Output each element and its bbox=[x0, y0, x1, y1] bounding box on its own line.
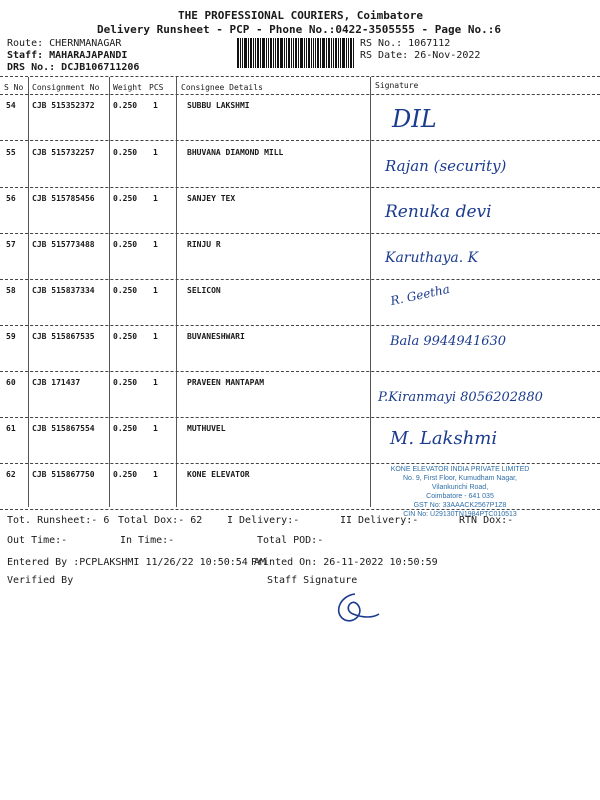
barcode-bar bbox=[298, 38, 299, 68]
barcode-bar bbox=[275, 38, 276, 68]
cell-consignee: KONE ELEVATOR bbox=[187, 470, 250, 479]
table-row bbox=[0, 326, 600, 366]
cell-consignment: CJB 515867750 bbox=[32, 470, 95, 479]
table-row bbox=[0, 141, 600, 181]
cell-consignee: BUVANESHWARI bbox=[187, 332, 245, 341]
ii-delivery: II Delivery:- bbox=[340, 515, 419, 526]
barcode-bar bbox=[277, 38, 279, 68]
cell-consignment: CJB 515773488 bbox=[32, 240, 95, 249]
col-consignee: Consignee Details bbox=[181, 83, 263, 92]
col-signature: Signature bbox=[375, 81, 419, 90]
barcode-bar bbox=[317, 38, 319, 68]
verified-by: Verified By bbox=[7, 575, 74, 586]
barcode bbox=[237, 38, 355, 68]
barcode-bar bbox=[284, 38, 285, 68]
barcode-bar bbox=[353, 38, 354, 68]
total-pod: Total POD:- bbox=[257, 535, 324, 546]
barcode-bar bbox=[335, 38, 337, 68]
table-row bbox=[0, 372, 600, 412]
barcode-bar bbox=[340, 38, 341, 68]
out-time: Out Time:- bbox=[7, 535, 68, 546]
table-row bbox=[0, 418, 600, 458]
cell-consignment: CJB 515732257 bbox=[32, 148, 95, 157]
barcode-bar bbox=[342, 38, 345, 68]
cell-weight: 0.250 bbox=[113, 101, 138, 110]
barcode-bar bbox=[240, 38, 241, 68]
cell-pcs: 1 bbox=[153, 424, 158, 433]
signature-handwriting: Karuthaya. K bbox=[385, 250, 479, 266]
barcode-bar bbox=[328, 38, 330, 68]
cell-pcs: 1 bbox=[153, 194, 158, 203]
company-name: THE PROFESSIONAL COURIERS, Coimbatore bbox=[178, 9, 424, 22]
cell-sno: 54 bbox=[6, 101, 16, 110]
barcode-bar bbox=[273, 38, 274, 68]
barcode-bar bbox=[242, 38, 243, 68]
barcode-bar bbox=[331, 38, 332, 68]
rtn-dox: RTN Dox:- bbox=[459, 515, 514, 526]
barcode-bar bbox=[322, 38, 325, 68]
rs-number: RS No.: 1067112 bbox=[360, 38, 451, 49]
barcode-bar bbox=[311, 38, 312, 68]
drs-number: DRS No.: DCJB106711206 bbox=[7, 62, 140, 73]
cell-sno: 60 bbox=[6, 378, 16, 387]
barcode-bar bbox=[268, 38, 269, 68]
signature-handwriting: R. Geetha bbox=[389, 281, 451, 309]
barcode-bar bbox=[315, 38, 316, 68]
stamp-line: CIN No: U29130TN1984PTC010513 bbox=[403, 511, 517, 518]
printed-on: Printed On: 26-11-2022 10:50:59 bbox=[251, 557, 438, 568]
barcode-bar bbox=[320, 38, 321, 68]
barcode-bar bbox=[308, 38, 310, 68]
barcode-bar bbox=[300, 38, 303, 68]
cell-pcs: 1 bbox=[153, 470, 158, 479]
barcode-bar bbox=[237, 38, 239, 68]
cell-weight: 0.250 bbox=[113, 424, 138, 433]
table-row bbox=[0, 95, 600, 135]
in-time: In Time:- bbox=[120, 535, 175, 546]
barcode-bar bbox=[266, 38, 267, 68]
stamp-line: Vilankurichi Road, bbox=[431, 484, 489, 491]
cell-sno: 59 bbox=[6, 332, 16, 341]
table-row bbox=[0, 188, 600, 228]
stamp-line: KONE ELEVATOR INDIA PRIVATE LIMITED bbox=[390, 466, 530, 473]
cell-consignee: SELICON bbox=[187, 286, 221, 295]
cell-pcs: 1 bbox=[153, 240, 158, 249]
cell-pcs: 1 bbox=[153, 148, 158, 157]
barcode-bar bbox=[288, 38, 290, 68]
signature-handwriting: P.Kiranmayi 8056202880 bbox=[378, 390, 543, 405]
table-row bbox=[0, 234, 600, 274]
staff-label: Staff: MAHARAJAPANDI bbox=[7, 50, 128, 61]
barcode-bar bbox=[262, 38, 265, 68]
col-pcs: PCS bbox=[149, 83, 164, 92]
cell-sno: 56 bbox=[6, 194, 16, 203]
cell-pcs: 1 bbox=[153, 378, 158, 387]
signature-handwriting: Bala 9944941630 bbox=[390, 334, 507, 349]
barcode-bar bbox=[270, 38, 272, 68]
cell-weight: 0.250 bbox=[113, 148, 138, 157]
cell-weight: 0.250 bbox=[113, 378, 138, 387]
stamp-line: Coimbatore - 641 035 bbox=[426, 493, 494, 500]
cell-consignee: BHUVANA DIAMOND MILL bbox=[187, 148, 284, 157]
stamp-line: No. 9, First Floor, Kumudham Nagar, bbox=[403, 475, 517, 482]
table-row bbox=[0, 280, 600, 320]
cell-pcs: 1 bbox=[153, 332, 158, 341]
barcode-bar bbox=[338, 38, 339, 68]
barcode-bar bbox=[250, 38, 252, 68]
barcode-bar bbox=[333, 38, 334, 68]
barcode-bar bbox=[304, 38, 305, 68]
signature-handwriting: DIL bbox=[392, 105, 437, 133]
cell-consignee: RINJU R bbox=[187, 240, 221, 249]
i-delivery: I Delivery:- bbox=[227, 515, 300, 526]
cell-consignee: PRAVEEN MANTAPAM bbox=[187, 378, 265, 387]
cell-sno: 55 bbox=[6, 148, 16, 157]
cell-sno: 61 bbox=[6, 424, 16, 433]
cell-consignment: CJB 515837334 bbox=[32, 286, 95, 295]
barcode-bar bbox=[244, 38, 247, 68]
barcode-bar bbox=[253, 38, 254, 68]
total-runsheet: Tot. Runsheet:- 6 bbox=[7, 515, 110, 526]
cell-consignee: SUBBU LAKSHMI bbox=[187, 101, 250, 110]
cell-weight: 0.250 bbox=[113, 240, 138, 249]
barcode-bar bbox=[255, 38, 256, 68]
barcode-bar bbox=[286, 38, 287, 68]
cell-pcs: 1 bbox=[153, 286, 158, 295]
col-sno: S No bbox=[4, 83, 24, 92]
barcode-bar bbox=[248, 38, 249, 68]
barcode-bar bbox=[293, 38, 294, 68]
signature-handwriting: Renuka devi bbox=[385, 202, 492, 222]
cell-consignment: CJB 515867554 bbox=[32, 424, 95, 433]
cell-consignee: SANJEY TEX bbox=[187, 194, 236, 203]
rs-date: RS Date: 26-Nov-2022 bbox=[360, 50, 481, 61]
cell-weight: 0.250 bbox=[113, 332, 138, 341]
barcode-bar bbox=[348, 38, 349, 68]
cell-pcs: 1 bbox=[153, 101, 158, 110]
entered-by: Entered By :PCPLAKSHMI 11/26/22 10:50:54 AM bbox=[7, 557, 266, 568]
total-dox: Total Dox:- 62 bbox=[118, 515, 203, 526]
cell-sno: 58 bbox=[6, 286, 16, 295]
cell-sno: 62 bbox=[6, 470, 16, 479]
stamp-line: GST No: 33AAACK2567P1Z8 bbox=[413, 502, 507, 509]
barcode-bar bbox=[295, 38, 297, 68]
route-label: Route: CHERNMANAGAR bbox=[7, 38, 122, 49]
cell-weight: 0.250 bbox=[113, 286, 138, 295]
signature-handwriting: Rajan (security) bbox=[385, 157, 507, 175]
barcode-bar bbox=[291, 38, 292, 68]
barcode-bar bbox=[306, 38, 307, 68]
barcode-bar bbox=[260, 38, 261, 68]
company-stamp bbox=[374, 465, 546, 519]
signature-handwriting: M. Lakshmi bbox=[390, 428, 498, 449]
staff-signature-label: Staff Signature bbox=[267, 575, 358, 586]
cell-consignee: MUTHUVEL bbox=[187, 424, 226, 433]
barcode-bar bbox=[280, 38, 283, 68]
cell-weight: 0.250 bbox=[113, 194, 138, 203]
barcode-bar bbox=[326, 38, 327, 68]
barcode-bar bbox=[350, 38, 352, 68]
barcode-bar bbox=[346, 38, 347, 68]
cell-consignment: CJB 171437 bbox=[32, 378, 81, 387]
cell-weight: 0.250 bbox=[113, 470, 138, 479]
cell-consignment: CJB 515867535 bbox=[32, 332, 95, 341]
cell-consignment: CJB 515785456 bbox=[32, 194, 95, 203]
cell-sno: 57 bbox=[6, 240, 16, 249]
col-weight: Weight bbox=[113, 83, 142, 92]
cell-consignment: CJB 515352372 bbox=[32, 101, 95, 110]
runsheet-title: Delivery Runsheet - PCP - Phone No.:0422-3505555 - Page No.:6 bbox=[97, 23, 501, 36]
barcode-bar bbox=[257, 38, 259, 68]
staff-signature-mark bbox=[325, 588, 385, 630]
barcode-bar bbox=[313, 38, 314, 68]
col-consignment: Consignment No bbox=[32, 83, 100, 92]
